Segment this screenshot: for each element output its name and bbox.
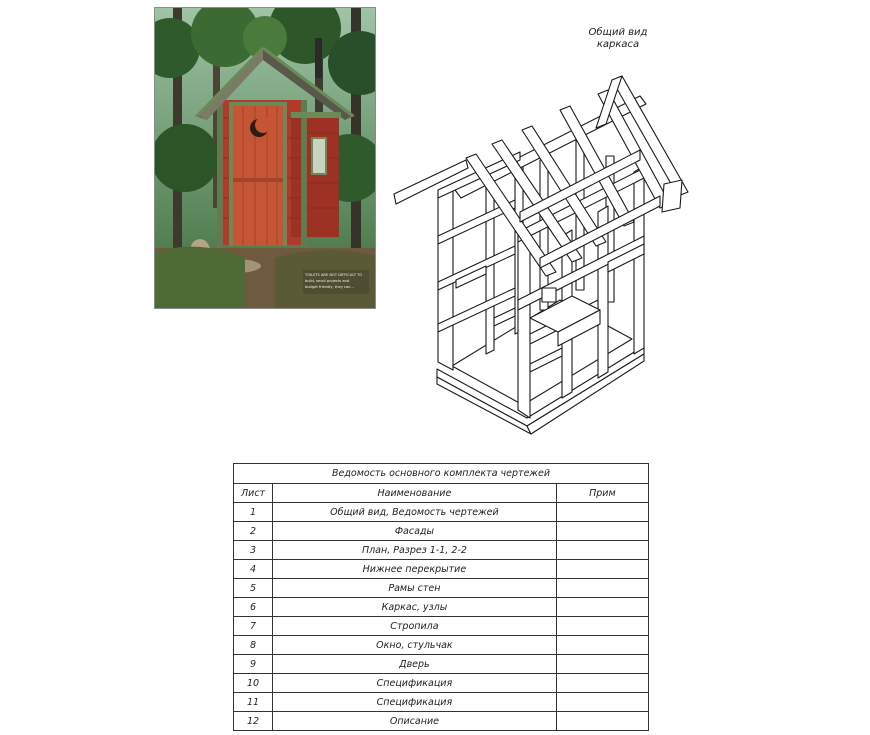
row-name: План, Разрез 1-1, 2-2 xyxy=(273,541,557,560)
row-note xyxy=(556,503,648,522)
row-note xyxy=(556,674,648,693)
row-note xyxy=(556,712,648,731)
table-row xyxy=(234,579,649,598)
table-row xyxy=(234,560,649,579)
row-num: 9 xyxy=(234,655,273,674)
row-num: 3 xyxy=(234,541,273,560)
table-row xyxy=(234,655,649,674)
rafter-tail xyxy=(662,180,682,212)
frame-drawing-title xyxy=(578,27,658,51)
row-num: 2 xyxy=(234,522,273,541)
row-note xyxy=(556,560,648,579)
row-name: Каркас, узлы xyxy=(273,598,557,617)
table-header-row xyxy=(234,484,649,503)
row-num: 6 xyxy=(234,598,273,617)
header-note: Прим xyxy=(556,484,648,503)
row-num: 10 xyxy=(234,674,273,693)
row-note xyxy=(556,693,648,712)
outhouse-photo-art xyxy=(155,8,376,309)
row-name: Стропила xyxy=(273,617,557,636)
row-name: Спецификация xyxy=(273,693,557,712)
row-num: 5 xyxy=(234,579,273,598)
table-row xyxy=(234,693,649,712)
row-name: Нижнее перекрытие xyxy=(273,560,557,579)
row-num: 11 xyxy=(234,693,273,712)
row-note xyxy=(556,636,648,655)
photo-caption-line-3: budget friendly, they can... xyxy=(305,285,354,289)
table-row xyxy=(234,598,649,617)
row-name: Дверь xyxy=(273,655,557,674)
row-note xyxy=(556,541,648,560)
row-num: 4 xyxy=(234,560,273,579)
photo-caption-line-1: TOILETS ARE NOT DIFFICULT TO xyxy=(305,273,363,277)
row-num: 8 xyxy=(234,636,273,655)
table-caption: Ведомость основного комплекта чертежей xyxy=(234,464,649,484)
row-note xyxy=(556,579,648,598)
frame-title-line-2: каркаса xyxy=(596,39,640,50)
row-name: Окно, стульчак xyxy=(273,636,557,655)
row-name: Спецификация xyxy=(273,674,557,693)
seat-block xyxy=(542,288,556,302)
row-note xyxy=(556,598,648,617)
row-note xyxy=(556,617,648,636)
header-sheet: Лист xyxy=(234,484,273,503)
table-row xyxy=(234,522,649,541)
row-num: 1 xyxy=(234,503,273,522)
frame-isometric-drawing xyxy=(392,68,692,440)
table-row xyxy=(234,503,649,522)
photo-caption-line-2: build, small projects and xyxy=(305,279,350,283)
row-note xyxy=(556,655,648,674)
drawings-list-table xyxy=(233,463,649,731)
table-row xyxy=(234,712,649,731)
table-row xyxy=(234,617,649,636)
row-num: 7 xyxy=(234,617,273,636)
row-note xyxy=(556,522,648,541)
left-nog-2 xyxy=(494,308,515,326)
row-num: 12 xyxy=(234,712,273,731)
table-row xyxy=(234,674,649,693)
frame-title-line-1: Общий вид xyxy=(588,27,648,38)
row-name: Описание xyxy=(273,712,557,731)
row-name: Общий вид, Ведомость чертежей xyxy=(273,503,557,522)
row-name: Фасады xyxy=(273,522,557,541)
table-row xyxy=(234,541,649,560)
front-post-left xyxy=(518,228,530,418)
outhouse-photo xyxy=(154,7,376,309)
header-name: Наименование xyxy=(273,484,557,503)
front-post-right xyxy=(634,166,644,354)
table-row xyxy=(234,636,649,655)
row-name: Рамы стен xyxy=(273,579,557,598)
